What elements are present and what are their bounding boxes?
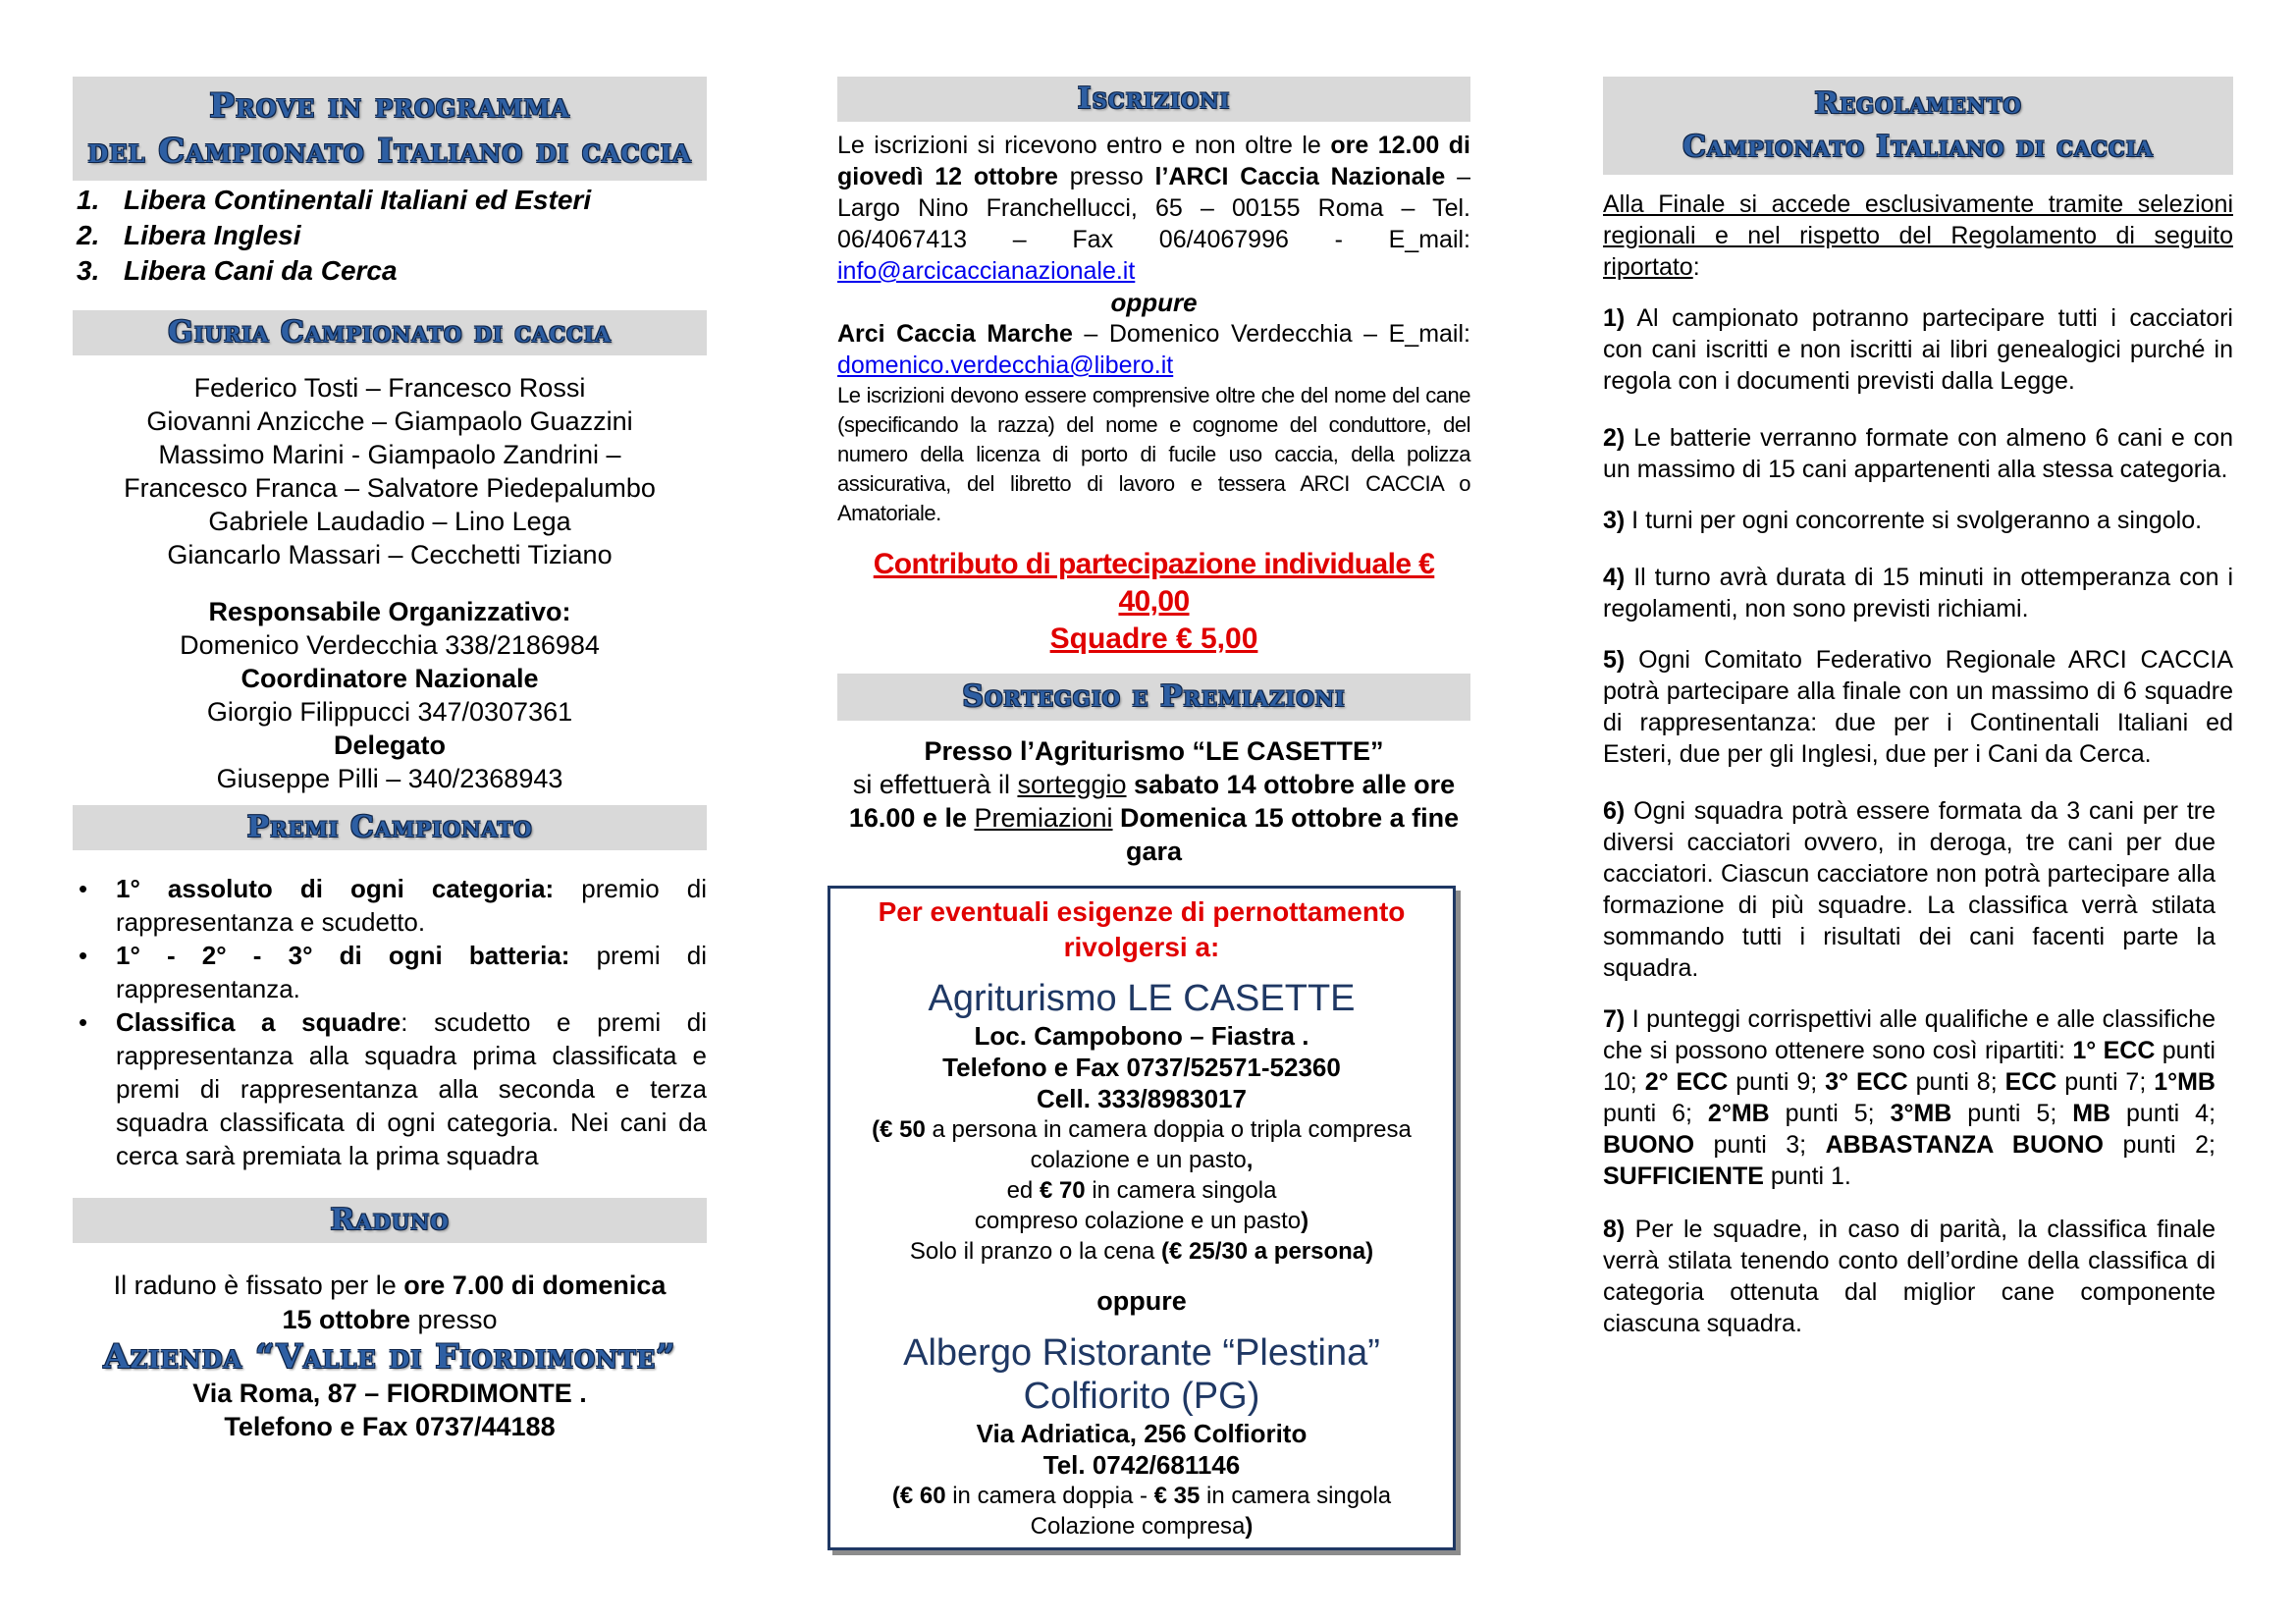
rule-number: 5) bbox=[1603, 646, 1626, 674]
reg-title-line2: Campionato Italiano di caccia bbox=[1682, 130, 2154, 164]
premi-item: • 1° - 2° - 3° di ogni batteria: premi di rappresentanza. bbox=[79, 941, 707, 1003]
iscrizioni-header bbox=[837, 77, 1470, 122]
prove-label: Libera Continentali Italiani ed Esteri bbox=[124, 185, 592, 215]
alb-p3: € 35 bbox=[1153, 1483, 1201, 1509]
reg-intro bbox=[1603, 189, 2233, 283]
giuria-header bbox=[73, 310, 707, 355]
agri-p4: ed bbox=[1006, 1177, 1040, 1204]
rule-text: Le batterie verranno formate con almeno 6 cani e con un massimo di 15 cani appartenenti alla stessa categoria. bbox=[1603, 424, 2233, 483]
rule7-bold: MB bbox=[2072, 1100, 2111, 1127]
raduno-time: ore 7.00 di domenica 15 ottobre bbox=[282, 1271, 667, 1334]
agri-p1: (€ 50 bbox=[872, 1116, 926, 1143]
rule-number: 6) bbox=[1603, 797, 1626, 825]
squadre-text: Squadre € 5,00 bbox=[1049, 622, 1258, 655]
agri-p3: , bbox=[1246, 1147, 1254, 1173]
rule-text: Il turno avrà durata di 15 minuti in ottemperanza con i regolamenti, non sono previsti richiami. bbox=[1603, 564, 2233, 622]
prove-list bbox=[73, 183, 707, 289]
premi-bold: 1° assoluto di ogni categoria: bbox=[116, 874, 555, 903]
reg-intro-colon: : bbox=[1692, 253, 1700, 281]
box-intro: Per eventuali esigenze di pernottamento rivolgersi a: bbox=[878, 896, 1406, 962]
giuria-line: Francesco Franca – Salvatore Piedepalumbo bbox=[124, 473, 656, 503]
premi-title: Premi Campionato bbox=[246, 810, 533, 844]
rule-number: 2) bbox=[1603, 424, 1626, 452]
azienda-via: Via Roma, 87 – FIORDIMONTE . bbox=[192, 1379, 587, 1408]
rule-number: 3) bbox=[1603, 507, 1626, 534]
sort-text-d: sabato 14 ottobre alle ore 16.00 e le bbox=[848, 770, 1456, 833]
sort-text-f: Domenica 15 ottobre a fine gara bbox=[1112, 803, 1460, 866]
rule-item bbox=[1603, 302, 2233, 397]
prove-item bbox=[73, 218, 707, 253]
prove-number: 3. bbox=[77, 255, 100, 286]
prove-label: Libera Cani da Cerca bbox=[124, 255, 398, 286]
prove-header bbox=[73, 77, 707, 181]
reg-title-line1: Regolamento bbox=[1814, 86, 2022, 121]
iscrizioni-text bbox=[837, 130, 1470, 287]
sort-premiazioni: Premiazioni bbox=[974, 803, 1113, 833]
sorteggio-title: Sorteggio e Premiazioni bbox=[962, 679, 1346, 714]
rule-item bbox=[1603, 505, 2233, 536]
rule-number: 8) bbox=[1603, 1216, 1626, 1243]
iscr-text-a: Le iscrizioni si ricevono entro e non oltre le bbox=[837, 132, 1331, 159]
rule7-text: punti 6; bbox=[1603, 1100, 1708, 1127]
coord-label: Coordinatore Nazionale bbox=[240, 664, 539, 693]
raduno-block bbox=[73, 1269, 707, 1337]
rule7-text: punti 7; bbox=[2056, 1068, 2155, 1096]
arci-marche-text bbox=[837, 318, 1470, 381]
alb-p1: (€ 60 bbox=[891, 1483, 946, 1509]
premi-header bbox=[73, 805, 707, 850]
agri-p8: ) bbox=[1301, 1208, 1309, 1234]
prove-item bbox=[73, 253, 707, 289]
rule7-text: punti 3; bbox=[1694, 1131, 1826, 1159]
giuria-line: Giovanni Anzicche – Giampaolo Guazzini bbox=[146, 406, 633, 436]
email-link-marche[interactable]: domenico.verdecchia@libero.it bbox=[837, 352, 1174, 379]
rule7-bold: 1° ECC bbox=[2072, 1037, 2156, 1064]
rule-item-7 bbox=[1603, 1003, 2233, 1192]
rule-item bbox=[1603, 644, 2233, 770]
rule7-bold: ECC bbox=[2004, 1068, 2057, 1096]
right-column bbox=[1603, 77, 2233, 1339]
iscr-text-c: presso bbox=[1057, 163, 1155, 190]
rule-item bbox=[1603, 562, 2233, 624]
resp-label: Responsabile Organizzativo: bbox=[208, 597, 571, 626]
rule7-text: punti 2; bbox=[2103, 1131, 2216, 1159]
oppure-label-2: oppure bbox=[1096, 1286, 1187, 1316]
giuria-line: Giancarlo Massari – Cecchetti Tiziano bbox=[167, 540, 613, 569]
agri-cell: Cell. 333/8983017 bbox=[1037, 1084, 1247, 1113]
deleg-label: Delegato bbox=[333, 730, 447, 760]
left-column bbox=[73, 77, 707, 1443]
alb-p6: ) bbox=[1245, 1513, 1254, 1540]
pernottamento-box bbox=[828, 886, 1456, 1550]
premi-bold: Classifica a squadre bbox=[116, 1007, 401, 1037]
rule-text: Ogni Comitato Federativo Regionale ARCI CACCIA potrà partecipare alla finale con un massimo di 6 squadre di rappresentanza: due per i Continentali Italiani ed Esteri, due per gli Inglesi, due per i Cani da Cerca. bbox=[1603, 646, 2233, 768]
alb-price-line bbox=[840, 1481, 1443, 1511]
premi-item: • 1° assoluto di ogni categoria: premio di rappresentanza e scudetto. bbox=[79, 874, 707, 937]
azienda-name bbox=[73, 1337, 707, 1377]
prove-item bbox=[73, 183, 707, 218]
giuria-title: Giuria Campionato di caccia bbox=[168, 315, 612, 350]
giuria-line: Massimo Marini - Giampaolo Zandrini – bbox=[158, 440, 621, 469]
email-link-nazionale[interactable]: info@arcicaccianazionale.it bbox=[837, 257, 1136, 285]
rule7-text: punti 4; bbox=[2110, 1100, 2216, 1127]
premi-list bbox=[73, 872, 707, 1172]
deleg-value: Giuseppe Pilli – 340/2368943 bbox=[216, 764, 563, 793]
rule-number: 1) bbox=[1603, 304, 1626, 332]
rule-item-8 bbox=[1603, 1214, 2233, 1339]
iscr-deadline: ore 12.00 di giovedì 12 ottobre bbox=[837, 132, 1470, 190]
sorteggio-line2 bbox=[847, 768, 1461, 868]
oppure-label: oppure bbox=[1110, 288, 1198, 317]
sort-text-b: si effettuerà il bbox=[852, 770, 1018, 799]
rule7-bold: 7) bbox=[1603, 1005, 1626, 1033]
prove-title-line1: Prove in programma bbox=[209, 86, 570, 126]
agri-p2: a persona in camera doppia o tripla compresa colazione e un pasto bbox=[925, 1116, 1412, 1173]
rule7-text: punti 10; bbox=[1603, 1037, 2216, 1096]
rule7-text: punti 9; bbox=[1728, 1068, 1826, 1096]
raduno-text-a: Il raduno è fissato per le bbox=[113, 1271, 404, 1300]
rule7-text: punti 8; bbox=[1907, 1068, 2005, 1096]
premi-bold: 1° - 2° - 3° di ogni batteria: bbox=[116, 941, 570, 970]
agri-p7: compreso colazione e un pasto bbox=[974, 1208, 1302, 1234]
alb-p4: in camera singola bbox=[1200, 1483, 1392, 1509]
iscrizioni-title: Iscrizioni bbox=[1077, 81, 1231, 116]
arci-marche-label: Arci Caccia Marche bbox=[837, 320, 1073, 348]
albergo-city: Colfiorito (PG) bbox=[1023, 1376, 1260, 1417]
sorteggio-header bbox=[837, 674, 1470, 721]
alb-via: Via Adriatica, 256 Colfiorito bbox=[976, 1419, 1308, 1448]
agriturismo-prices bbox=[840, 1114, 1443, 1267]
azienda-tel: Telefono e Fax 0737/44188 bbox=[224, 1412, 556, 1441]
resp-value: Domenico Verdecchia 338/2186984 bbox=[180, 630, 600, 660]
rule7-bold: 1°MB bbox=[2154, 1068, 2216, 1096]
rule-text: Per le squadre, in caso di parità, la classifica finale verrà stilata tenendo conto dell’ordine della classifica di categoria ottenuta dal miglior cane componente ciascuna squadra. bbox=[1603, 1216, 2216, 1337]
albergo-prices bbox=[840, 1481, 1443, 1542]
regolamento-header bbox=[1603, 77, 2233, 175]
prove-number: 1. bbox=[77, 185, 100, 215]
premi-item: • Classifica a squadre: scudetto e premi di rappresentanza alla squadra prima classificata e premi di rappresentanza alla seconda e terza squadra classificata di ogni categoria. Nei cani da cerca sarà premiata la prima squadra bbox=[79, 1007, 707, 1170]
rule7-bold: BUONO bbox=[1603, 1131, 1695, 1159]
raduno-text-c: presso bbox=[409, 1305, 498, 1334]
rule7-bold: 3° ECC bbox=[1825, 1068, 1908, 1096]
giuria-line: Gabriele Laudadio – Lino Lega bbox=[208, 507, 571, 536]
agri-tel: Telefono e Fax 0737/52571-52360 bbox=[942, 1053, 1341, 1082]
giuria-list bbox=[73, 371, 707, 571]
alb-price-line2 bbox=[840, 1511, 1443, 1542]
agri-p5: € 70 bbox=[1039, 1177, 1086, 1204]
premi-text: premi di rappresentanza. bbox=[116, 941, 707, 1003]
alb-tel: Tel. 0742/681146 bbox=[1042, 1450, 1241, 1480]
rule7-text: punti 1. bbox=[1763, 1163, 1851, 1190]
prove-label: Libera Inglesi bbox=[124, 220, 301, 250]
rule7-bold: 2°MB bbox=[1707, 1100, 1770, 1127]
albergo-contacts bbox=[840, 1418, 1443, 1481]
rule-item bbox=[1603, 422, 2233, 485]
agri-price-line3 bbox=[840, 1206, 1443, 1236]
rule-item bbox=[1603, 795, 2233, 984]
azienda-contacts bbox=[73, 1377, 707, 1443]
arci-marche-rest: – Domenico Verdecchia – E_mail: bbox=[1072, 320, 1470, 348]
rule-text: I turni per ogni concorrente si svolgeranno a singolo. bbox=[1625, 507, 2203, 534]
azienda-text: Azienda “Valle di Fiordimonte” bbox=[103, 1337, 676, 1377]
rule7-text: punti 5; bbox=[1951, 1100, 2073, 1127]
iscrizioni-note: Le iscrizioni devono essere comprensive oltre che del nome del cane (specificando la razza) del nome e cognome del conduttore, del numero della licenza di porto di fucile uso caccia, della polizza assicurativa, del libretto di lavoro e tessera ARCI CACCIA o Amatoriale. bbox=[837, 383, 1470, 525]
rule-text: Al campionato potranno partecipare tutti i cacciatori con cani iscritti e non iscritti ai libri genealogici purché in regola con i documenti previsti dalla Legge. bbox=[1603, 304, 2233, 395]
rule7-bold: 3°MB bbox=[1890, 1100, 1952, 1127]
alb-p5: Colazione compresa bbox=[1030, 1513, 1246, 1540]
agri-price-line2 bbox=[840, 1175, 1443, 1206]
giuria-line: Federico Tosti – Francesco Rossi bbox=[193, 373, 586, 403]
agriturismo-name: Agriturismo LE CASETTE bbox=[928, 978, 1356, 1019]
agri-loc: Loc. Campobono – Fiastra . bbox=[974, 1021, 1309, 1051]
reg-intro-text: Alla Finale si accede esclusivamente tramite selezioni regionali e nel rispetto del Regolamento di seguito riportato bbox=[1603, 190, 2233, 281]
iscr-address: – Largo Nino Franchellucci, 65 – 00155 Roma – Tel. 06/4067413 – Fax 06/4067996 - E_mail: bbox=[837, 163, 1470, 253]
iscr-org: l’ARCI Caccia Nazionale bbox=[1154, 163, 1446, 190]
rule7-bold: ABBASTANZA BUONO bbox=[1825, 1131, 2104, 1159]
raduno-title: Raduno bbox=[330, 1203, 450, 1237]
sorteggio-line1: Presso l’Agriturismo “LE CASETTE” bbox=[924, 736, 1384, 766]
contributo-text: Contributo di partecipazione individuale € 40,00 bbox=[873, 548, 1435, 618]
agri-p10: (€ 25/30 a persona) bbox=[1161, 1238, 1374, 1265]
albergo-name: Albergo Ristorante “Plestina” bbox=[903, 1332, 1380, 1374]
premi-text: premio di rappresentanza e scudetto. bbox=[116, 874, 707, 937]
sort-sorteggio: sorteggio bbox=[1017, 770, 1127, 799]
prove-number: 2. bbox=[77, 220, 100, 250]
agriturismo-contacts bbox=[840, 1020, 1443, 1114]
staff-block bbox=[73, 595, 707, 795]
agri-p9: Solo il pranzo o la cena bbox=[909, 1238, 1162, 1265]
rule7-bold: 2° ECC bbox=[1644, 1068, 1729, 1096]
rule7-text: I punteggi corrispettivi alle qualifiche e alle classifiche che si possono ottenere sono così ripartiti: bbox=[1603, 1005, 2216, 1064]
rule-number: 4) bbox=[1603, 564, 1626, 591]
raduno-header bbox=[73, 1198, 707, 1243]
rule7-bold: SUFFICIENTE bbox=[1603, 1163, 1764, 1190]
coord-value: Giorgio Filippucci 347/0307361 bbox=[206, 697, 573, 727]
sorteggio-text bbox=[837, 734, 1470, 868]
agri-price-line bbox=[840, 1114, 1443, 1175]
prove-title-line2: del Campionato Italiano di caccia bbox=[87, 132, 692, 171]
rule7-text: punti 5; bbox=[1769, 1100, 1891, 1127]
agri-p6: in camera singola bbox=[1085, 1177, 1277, 1204]
agri-price-line4 bbox=[840, 1236, 1443, 1267]
center-column bbox=[837, 77, 1470, 1550]
alb-p2: in camera doppia - bbox=[945, 1483, 1154, 1509]
rule-text: Ogni squadra potrà essere formata da 3 cani per tre diversi cacciatori ovvero, in deroga, tre cani per due cacciatori. Ciascun cacciatore non potrà partecipare alla formazione di più squadre. La classifica verrà stilata sommando tutti i risultati dei cani facenti parte la squadra. bbox=[1603, 797, 2216, 982]
premi-text: : scudetto e premi di rappresentanza alla squadra prima classificata e premi di rappresentanza alla seconda e terza squadra classificata di ogni categoria. Nei cani da cerca sarà premiata la prima squadra bbox=[116, 1007, 707, 1170]
